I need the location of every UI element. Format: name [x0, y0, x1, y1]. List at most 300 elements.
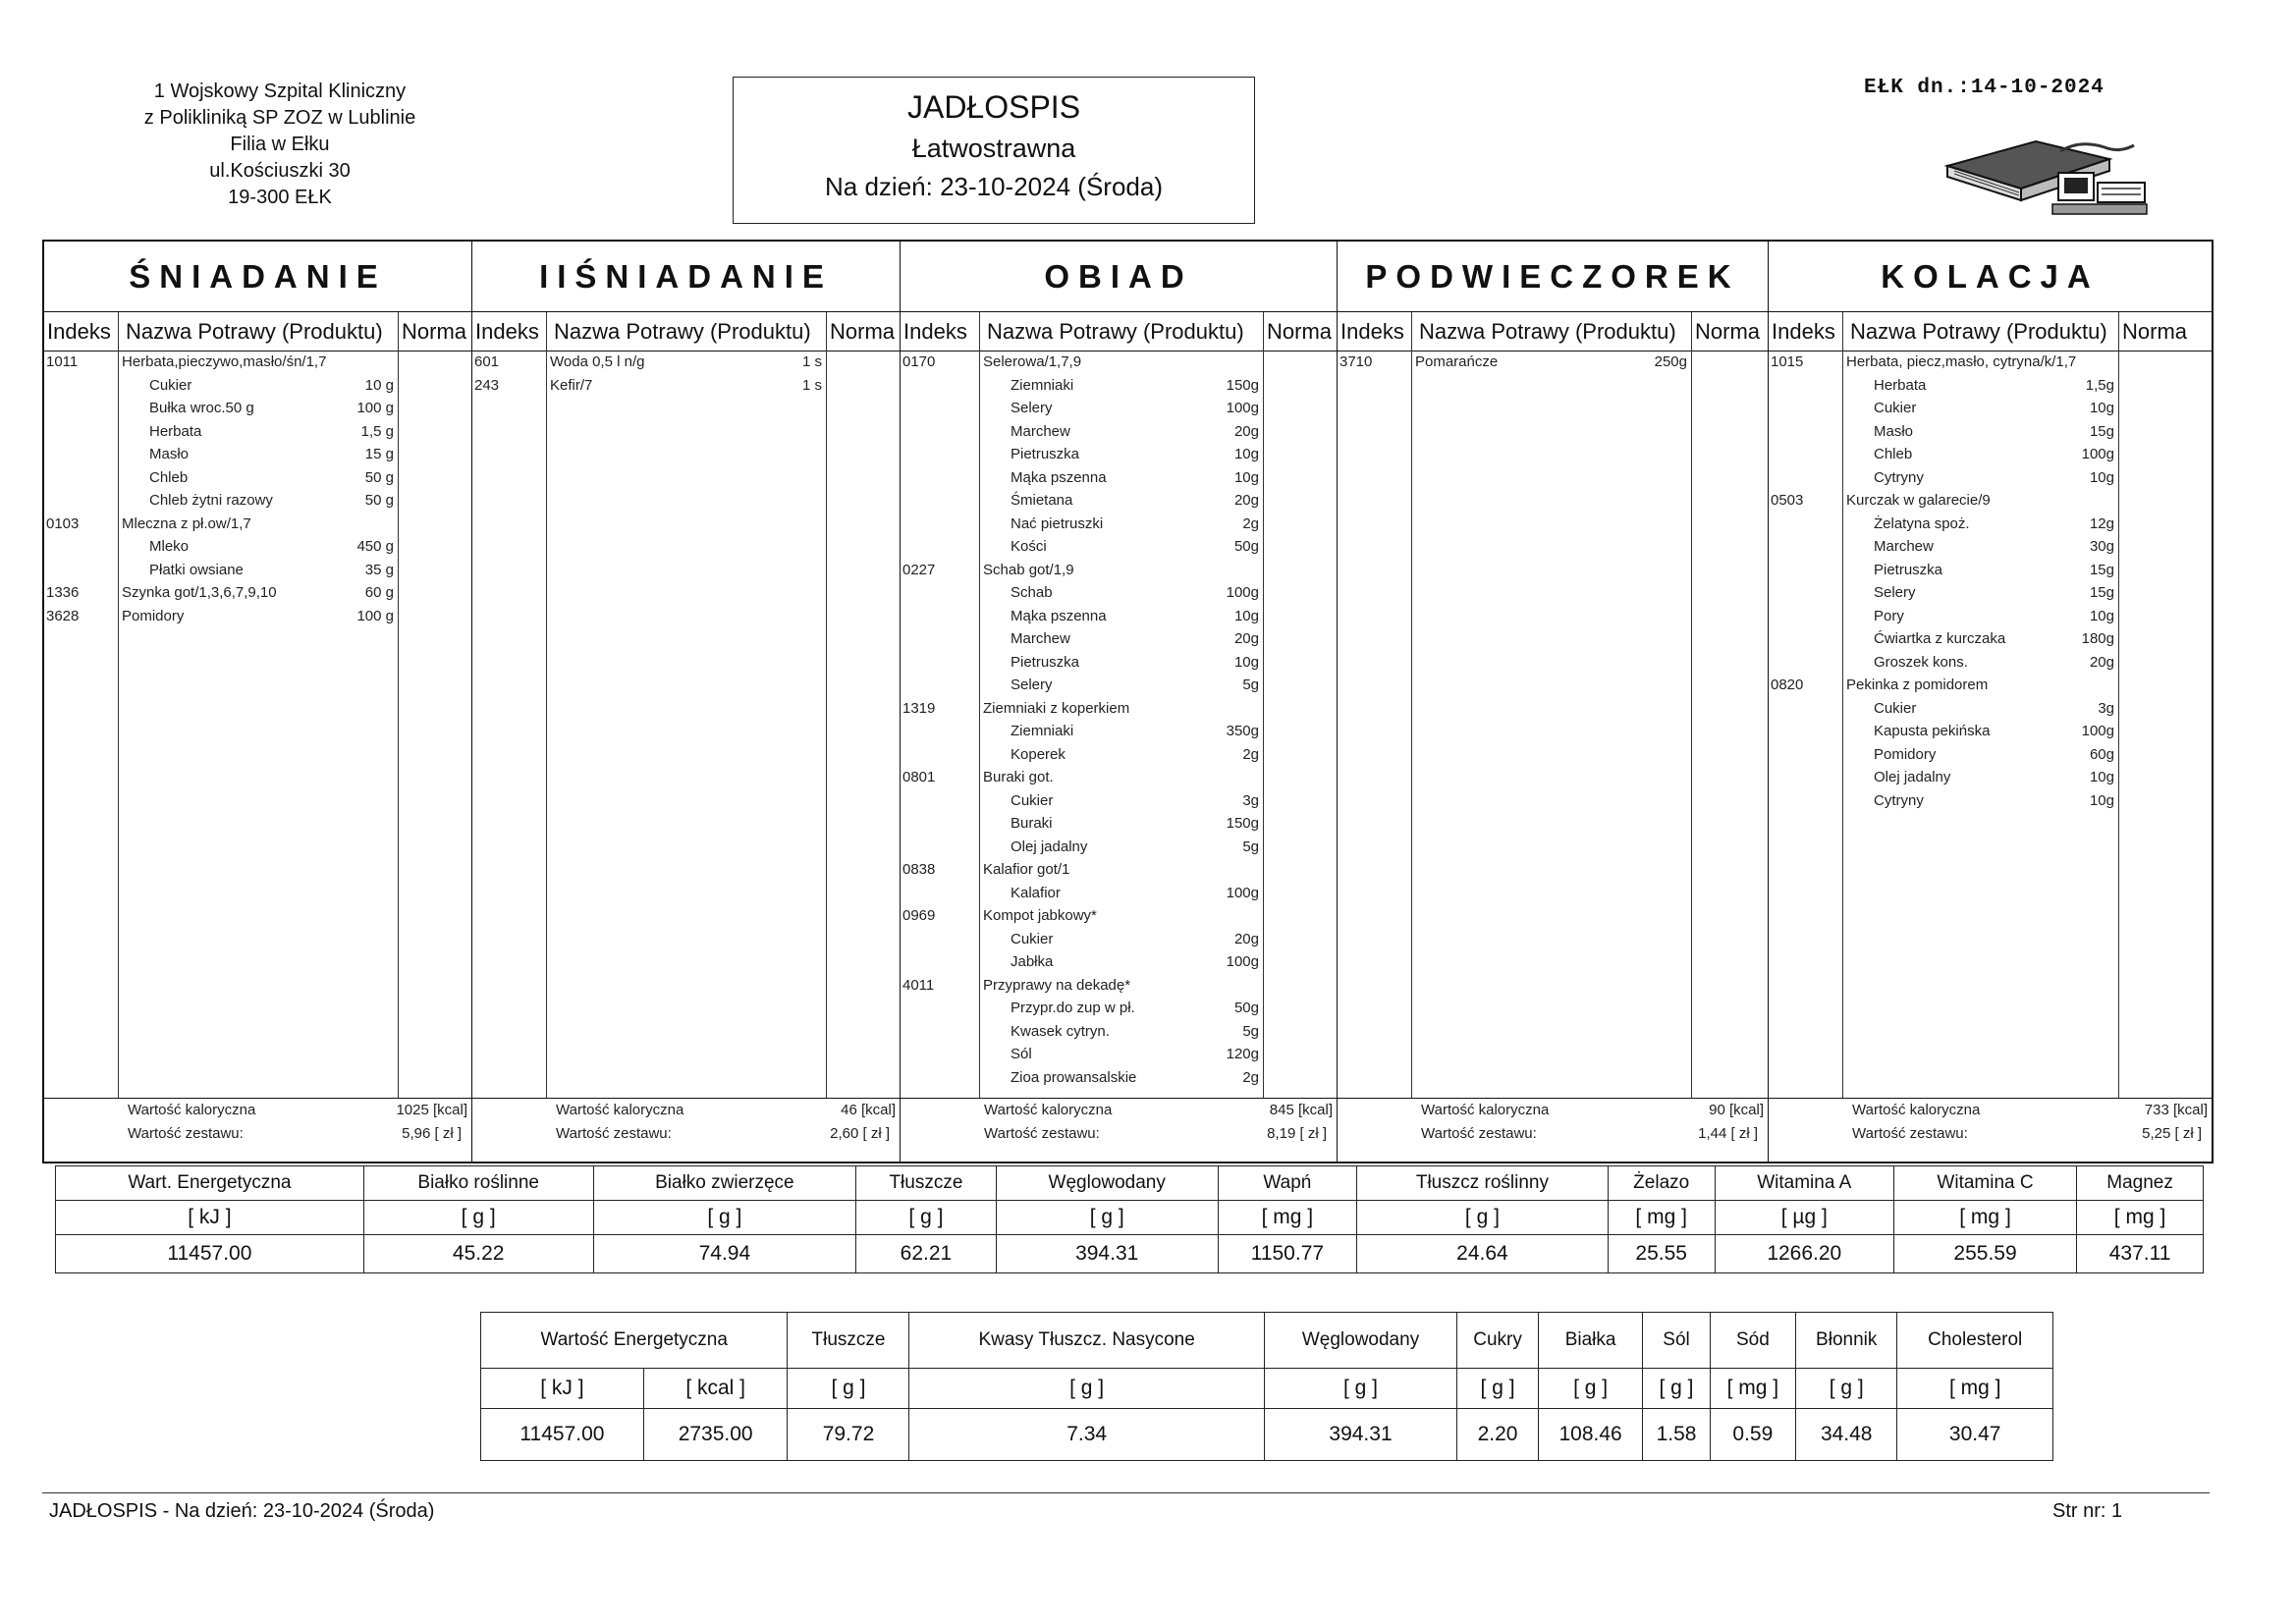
item-norm: 10g [1233, 468, 1259, 486]
nutrient-value: 62.21 [856, 1235, 997, 1273]
ingredient-name: Schab [1011, 584, 1053, 601]
menu-item-row [901, 420, 1337, 444]
nutrient-header: Węglowodany [996, 1166, 1218, 1201]
column-divider [546, 312, 547, 1098]
meal-items [1769, 351, 2212, 812]
cost-value: 8,19 [ zł ] [1267, 1125, 1327, 1142]
column-header-norm: Norma [402, 319, 467, 344]
nutrient-header: Tłuszcze [856, 1166, 997, 1201]
meal-title: ŚNIADANIE [44, 242, 471, 312]
item-norm: 10g [2089, 607, 2114, 624]
calorie-label: Wartość kaloryczna [1852, 1102, 1981, 1118]
column-header-name: Nazwa Potrawy (Produktu) [1419, 319, 1676, 344]
ingredient-name: Mąka pszenna [1011, 468, 1107, 486]
nutrient-value: 2.20 [1457, 1409, 1539, 1461]
footer-divider [42, 1492, 2210, 1493]
item-index: 4011 [902, 976, 935, 994]
nutrient-unit: [ kJ ] [56, 1201, 364, 1235]
nutrition-table-summary [480, 1312, 2053, 1461]
ingredient-name: Koperek [1011, 745, 1066, 763]
menu-item-row [901, 789, 1337, 813]
column-header-name: Nazwa Potrawy (Produktu) [554, 319, 811, 344]
item-norm: 1,5g [2085, 376, 2114, 394]
diet-name: Łatwostrawna [911, 134, 1076, 163]
summary-divider [1338, 1098, 1768, 1099]
nutrient-unit: [ g ] [1357, 1201, 1609, 1235]
nutrient-unit: [ kcal ] [643, 1369, 788, 1409]
summary-divider [44, 1098, 471, 1099]
summary-divider [901, 1098, 1337, 1099]
menu-table [42, 240, 2214, 1163]
nutrient-unit: [ g ] [1457, 1369, 1539, 1409]
calorie-label: Wartość kaloryczna [1421, 1102, 1550, 1118]
nutrient-value: 7.34 [909, 1409, 1264, 1461]
meal-title: IIŚNIADANIE [472, 242, 900, 312]
nutrient-unit: [ g ] [856, 1201, 997, 1235]
nutrient-header: Witamina A [1715, 1166, 1893, 1201]
item-norm: 120g [1226, 1046, 1259, 1062]
menu-item-row [1769, 513, 2212, 536]
item-norm: 10g [2089, 791, 2114, 809]
item-norm: 15g [2089, 561, 2114, 578]
cost-label: Wartość zestawu: [128, 1125, 244, 1142]
nutrient-header: Sód [1710, 1313, 1795, 1369]
ingredient-name: Marchew [1011, 422, 1070, 440]
menu-item-row [901, 489, 1337, 513]
column-header-index: Indeks [1340, 319, 1404, 344]
nutrient-header: Cukry [1457, 1313, 1539, 1369]
title-box [733, 77, 1255, 224]
nutrient-unit: [ g ] [1264, 1369, 1456, 1409]
dish-name: Kompot jabkowy* [983, 907, 1097, 924]
menu-item-row [44, 581, 471, 605]
item-index: 601 [474, 353, 500, 370]
item-index: 3710 [1339, 353, 1373, 370]
item-norm: 60 g [364, 584, 394, 601]
item-norm: 2g [1242, 745, 1259, 763]
column-header-row [1769, 312, 2212, 352]
dish-name: Ziemniaki z koperkiem [983, 699, 1130, 717]
menu-item-row [44, 466, 471, 490]
ingredient-name: Żelatyna spoż. [1874, 514, 1970, 532]
ingredient-name: Kwasek cytryn. [1011, 1022, 1110, 1040]
nutrient-unit: [ kJ ] [481, 1369, 644, 1409]
meal-column [472, 242, 901, 1162]
ingredient-name: Kapusta pekińska [1874, 723, 1991, 739]
nutrient-unit: [ mg ] [2077, 1201, 2204, 1235]
ingredient-name: Cytryny [1874, 791, 1924, 809]
item-norm: 5g [1242, 676, 1259, 693]
menu-item-row [901, 466, 1337, 490]
menu-item-row [1769, 581, 2212, 605]
menu-item-row [1769, 697, 2212, 721]
nutrient-value: 2735.00 [643, 1409, 788, 1461]
nutrient-unit: [ µg ] [1715, 1201, 1893, 1235]
ingredient-name: Mleko [149, 538, 190, 555]
menu-item-row [901, 513, 1337, 536]
nutrient-value: 45.22 [363, 1235, 593, 1273]
item-norm: 150g [1226, 376, 1259, 394]
column-header-row [472, 312, 900, 352]
item-norm: 100g [1226, 884, 1259, 901]
ingredient-name: Cukier [149, 376, 192, 394]
menu-item-row [44, 535, 471, 559]
item-norm: 20g [1233, 930, 1259, 947]
dish-name: Buraki got. [983, 769, 1054, 785]
menu-item-row [901, 374, 1337, 398]
item-norm: 50g [1233, 1000, 1259, 1016]
nutrient-header: Sól [1643, 1313, 1710, 1369]
item-norm: 10g [1233, 653, 1259, 671]
item-index: 1319 [902, 699, 936, 717]
hospital-line: ul.Kościuszki 30 [209, 160, 351, 182]
nutrient-value: 25.55 [1608, 1235, 1715, 1273]
item-norm: 2g [1242, 514, 1259, 532]
item-norm: 50g [1233, 538, 1259, 555]
ingredient-name: Chleb [1874, 446, 1913, 462]
column-header-row [1338, 312, 1768, 352]
ingredient-name: Masło [149, 446, 190, 462]
nutrient-unit: [ g ] [363, 1201, 593, 1235]
menu-item-row [901, 1043, 1337, 1066]
menu-item-row [1769, 605, 2212, 628]
menu-item-row [1769, 535, 2212, 559]
menu-item-row [901, 674, 1337, 697]
menu-item-row [901, 858, 1337, 882]
column-header-norm: Norma [2122, 319, 2188, 344]
menu-item-row [901, 904, 1337, 928]
menu-item-row [1769, 651, 2212, 675]
nutrient-unit: [ g ] [909, 1369, 1264, 1409]
nutrient-value: 1266.20 [1715, 1235, 1893, 1273]
dish-name: Selerowa/1,7,9 [983, 353, 1082, 370]
cost-label: Wartość zestawu: [984, 1125, 1100, 1142]
cost-value: 1,44 [ zł ] [1698, 1125, 1758, 1142]
meal-items [1338, 351, 1768, 374]
nutrition-table-main [55, 1165, 2204, 1273]
nutrient-value: 74.94 [593, 1235, 856, 1273]
menu-item-row [1769, 627, 2212, 651]
nutrient-header: Białko roślinne [363, 1166, 593, 1201]
cost-value: 5,96 [ zł ] [402, 1125, 462, 1142]
item-norm: 100g [2081, 723, 2114, 739]
dish-name: Pomidory [122, 607, 185, 624]
item-norm: 450 g [356, 538, 394, 555]
item-norm: 5g [1242, 1022, 1259, 1040]
nutrient-header: Błonnik [1796, 1313, 1897, 1369]
item-norm: 60g [2089, 745, 2114, 763]
item-norm: 1 s [801, 353, 822, 370]
nutrient-unit: [ g ] [593, 1201, 856, 1235]
menu-item-row [472, 351, 900, 374]
dish-name: Kefir/7 [550, 376, 593, 394]
item-norm: 150g [1226, 815, 1259, 832]
menu-item-row [901, 812, 1337, 836]
page-number: Str nr: 1 [2052, 1500, 2123, 1522]
menu-item-row [1769, 743, 2212, 767]
menu-item-row [901, 836, 1337, 859]
calorie-value: 1025 [kcal] [396, 1102, 467, 1118]
menu-item-row [1769, 397, 2212, 420]
item-norm: 2g [1242, 1068, 1259, 1086]
ingredient-name: Marchew [1874, 538, 1934, 555]
item-norm: 20g [1233, 630, 1259, 647]
nutrient-value: 255.59 [1893, 1235, 2076, 1273]
column-header-norm: Norma [830, 319, 896, 344]
dish-name: Przyprawy na dekadę* [983, 976, 1131, 994]
item-norm: 100g [1226, 953, 1259, 970]
menu-item-row [901, 605, 1337, 628]
ingredient-name: Zioa prowansalskie [1011, 1068, 1137, 1086]
column-divider [1691, 312, 1692, 1098]
hospital-line: 19-300 EŁK [228, 187, 332, 208]
meal-column [1769, 242, 2212, 1162]
menu-item-row [472, 374, 900, 398]
menu-item-row [1769, 374, 2212, 398]
menu-item-row [901, 559, 1337, 582]
menu-item-row [901, 766, 1337, 789]
calorie-value: 90 [kcal] [1709, 1102, 1764, 1118]
ingredient-name: Pory [1874, 607, 1904, 624]
item-norm: 20g [2089, 653, 2114, 671]
item-index: 3628 [46, 607, 80, 624]
hospital-line: z Polikliniką SP ZOZ w Lublinie [143, 107, 416, 129]
item-norm: 250g [1654, 353, 1687, 370]
item-norm: 30g [2089, 538, 2114, 555]
column-header-row [44, 312, 471, 352]
dish-name: Pekinka z pomidorem [1846, 676, 1989, 693]
item-norm: 10g [1233, 446, 1259, 462]
item-index: 0227 [902, 561, 936, 578]
item-index: 1336 [46, 584, 80, 601]
item-norm: 100g [2081, 446, 2114, 462]
ingredient-name: Cukier [1874, 699, 1917, 717]
menu-item-row [1769, 674, 2212, 697]
item-norm: 10g [2089, 468, 2114, 486]
item-norm: 50 g [364, 492, 394, 509]
menu-item-row [901, 581, 1337, 605]
item-norm: 100g [1226, 400, 1259, 416]
item-norm: 350g [1226, 723, 1259, 739]
ingredient-name: Pietruszka [1011, 446, 1080, 462]
nutrient-header: Witamina C [1893, 1166, 2076, 1201]
item-norm: 100 g [356, 400, 394, 416]
nutrient-header: Tłuszcz roślinny [1357, 1166, 1609, 1201]
ingredient-name: Cytryny [1874, 468, 1924, 486]
menu-item-row [44, 513, 471, 536]
ingredient-name: Płatki owsiane [149, 561, 244, 578]
ingredient-name: Ziemniaki [1011, 376, 1074, 394]
hospital-line: Filia w Ełku [230, 134, 330, 155]
item-norm: 35 g [364, 561, 394, 578]
item-index: 1015 [1771, 353, 1804, 370]
nutrient-header: Magnez [2077, 1166, 2204, 1201]
meal-items [44, 351, 471, 627]
item-norm: 1 s [801, 376, 822, 394]
dish-name: Schab got/1,9 [983, 561, 1074, 578]
meal-column [44, 242, 472, 1162]
dish-name: Woda 0,5 l n/g [550, 353, 645, 370]
ingredient-name: Herbata [149, 422, 202, 440]
ingredient-name: Ćwiartka z kurczaka [1874, 630, 2006, 647]
nutrient-header: Wapń [1218, 1166, 1356, 1201]
nutrient-header: Cholesterol [1897, 1313, 2053, 1369]
ingredient-name: Selery [1011, 400, 1053, 416]
calorie-label: Wartość kaloryczna [984, 1102, 1113, 1118]
item-norm: 10g [2089, 400, 2114, 416]
ingredient-name: Sól [1011, 1046, 1032, 1062]
item-norm: 15g [2089, 422, 2114, 440]
cost-label: Wartość zestawu: [1421, 1125, 1537, 1142]
menu-item-row [901, 351, 1337, 374]
nutrient-unit: [ mg ] [1608, 1201, 1715, 1235]
nutrient-value: 79.72 [788, 1409, 909, 1461]
nutrient-value: 394.31 [1264, 1409, 1456, 1461]
menu-item-row [901, 997, 1337, 1020]
item-norm: 1,5 g [360, 422, 394, 440]
column-divider [826, 312, 827, 1098]
menu-item-row [901, 743, 1337, 767]
meal-column [1338, 242, 1769, 1162]
ingredient-name: Herbata [1874, 376, 1927, 394]
menu-item-row [44, 605, 471, 628]
nutrient-header: Wartość Energetyczna [481, 1313, 788, 1369]
ingredient-name: Selery [1874, 584, 1916, 601]
ingredient-name: Bułka wroc.50 g [149, 400, 254, 416]
item-index: 0801 [902, 769, 936, 785]
column-header-norm: Norma [1267, 319, 1333, 344]
item-norm: 20g [1233, 422, 1259, 440]
column-header-name: Nazwa Potrawy (Produktu) [1850, 319, 2107, 344]
nutrient-value: 24.64 [1357, 1235, 1609, 1273]
menu-item-row [1769, 766, 2212, 789]
menu-item-row [1769, 443, 2212, 466]
menu-item-row [901, 1066, 1337, 1090]
menu-item-row [1338, 351, 1768, 374]
menu-item-row [901, 974, 1337, 998]
ingredient-name: Kości [1011, 538, 1047, 555]
nutrient-value: 11457.00 [481, 1409, 644, 1461]
nutrient-unit: [ g ] [1796, 1369, 1897, 1409]
nutrient-header: Wart. Energetyczna [56, 1166, 364, 1201]
menu-item-row [901, 720, 1337, 743]
ingredient-name: Ziemniaki [1011, 723, 1074, 739]
column-header-norm: Norma [1695, 319, 1761, 344]
ingredient-name: Pomidory [1874, 745, 1937, 763]
ingredient-name: Jabłka [1011, 953, 1054, 970]
nutrient-value: 1.58 [1643, 1409, 1710, 1461]
ingredient-name: Śmietana [1011, 492, 1073, 509]
menu-item-row [1769, 789, 2212, 813]
item-norm: 100g [1226, 584, 1259, 601]
nutrient-value: 11457.00 [56, 1235, 364, 1273]
menu-item-row [1769, 466, 2212, 490]
summary-divider [1769, 1098, 2212, 1099]
menu-item-row [44, 489, 471, 513]
nutrient-unit: [ g ] [1643, 1369, 1710, 1409]
menu-date: Na dzień: 23-10-2024 (Środa) [825, 172, 1163, 201]
ingredient-name: Pietruszka [1874, 561, 1943, 578]
ingredient-name: Cukier [1011, 791, 1054, 809]
menu-item-row [901, 1020, 1337, 1044]
summary-divider [472, 1098, 900, 1099]
item-index: 0969 [902, 907, 936, 924]
hospital-address [108, 79, 452, 211]
item-index: 0170 [902, 353, 936, 370]
column-header-name: Nazwa Potrawy (Produktu) [126, 319, 383, 344]
nutrient-header: Kwasy Tłuszcz. Nasycone [909, 1313, 1264, 1369]
nutrient-unit: [ g ] [1538, 1369, 1642, 1409]
menu-item-row [901, 697, 1337, 721]
nutrient-header: Żelazo [1608, 1166, 1715, 1201]
ingredient-name: Olej jadalny [1874, 769, 1951, 785]
calorie-label: Wartość kaloryczna [128, 1102, 256, 1118]
menu-item-row [1769, 559, 2212, 582]
dish-name: Pomarańcze [1415, 353, 1499, 370]
column-header-index: Indeks [1772, 319, 1835, 344]
ingredient-name: Buraki [1011, 815, 1053, 832]
nutrient-value: 1150.77 [1218, 1235, 1356, 1273]
menu-item-row [901, 651, 1337, 675]
column-header-name: Nazwa Potrawy (Produktu) [987, 319, 1244, 344]
nutrient-value: 34.48 [1796, 1409, 1897, 1461]
menu-item-row [901, 397, 1337, 420]
column-header-index: Indeks [475, 319, 539, 344]
dish-name: Herbata,pieczywo,masło/śn/1,7 [122, 353, 327, 370]
menu-item-row [44, 443, 471, 466]
ingredient-name: Selery [1011, 676, 1053, 693]
item-norm: 3g [2098, 699, 2114, 717]
ingredient-name: Cukier [1874, 400, 1917, 416]
meal-items [901, 351, 1337, 1089]
item-norm: 15g [2089, 584, 2114, 601]
column-header-index: Indeks [903, 319, 967, 344]
item-norm: 10 g [364, 376, 394, 394]
menu-item-row [901, 928, 1337, 951]
dish-name: Szynka got/1,3,6,7,9,10 [122, 584, 277, 601]
nutrient-unit: [ mg ] [1218, 1201, 1356, 1235]
dish-name: Kurczak w galarecie/9 [1846, 492, 1991, 509]
nutrient-unit: [ g ] [788, 1369, 909, 1409]
item-index: 0103 [46, 514, 80, 532]
column-header-row [901, 312, 1337, 352]
menu-item-row [1769, 720, 2212, 743]
meal-column [901, 242, 1338, 1162]
meal-title: OBIAD [901, 242, 1337, 312]
ingredient-name: Masło [1874, 422, 1914, 440]
item-norm: 12g [2089, 514, 2114, 532]
ingredient-name: Mąka pszenna [1011, 607, 1107, 624]
meal-items [472, 351, 900, 397]
item-norm: 180g [2081, 630, 2114, 647]
nutrient-unit: [ g ] [996, 1201, 1218, 1235]
item-index: 0503 [1771, 492, 1804, 509]
item-norm: 3g [1242, 791, 1259, 809]
calorie-label: Wartość kaloryczna [556, 1102, 684, 1118]
cost-label: Wartość zestawu: [1852, 1125, 1968, 1142]
cost-value: 2,60 [ zł ] [830, 1125, 890, 1142]
footer-text: JADŁOSPIS - Na dzień: 23-10-2024 (Środa) [49, 1500, 435, 1522]
document-title: JADŁOSPIS [906, 89, 1081, 125]
nutrient-value: 394.31 [996, 1235, 1218, 1273]
item-norm: 15 g [364, 446, 394, 462]
ingredient-name: Olej jadalny [1011, 838, 1088, 855]
menu-item-row [44, 397, 471, 420]
nutrient-header: Węglowodany [1264, 1313, 1456, 1369]
ingredient-name: Groszek kons. [1874, 653, 1968, 671]
item-norm: 5g [1242, 838, 1259, 855]
menu-item-row [44, 351, 471, 374]
